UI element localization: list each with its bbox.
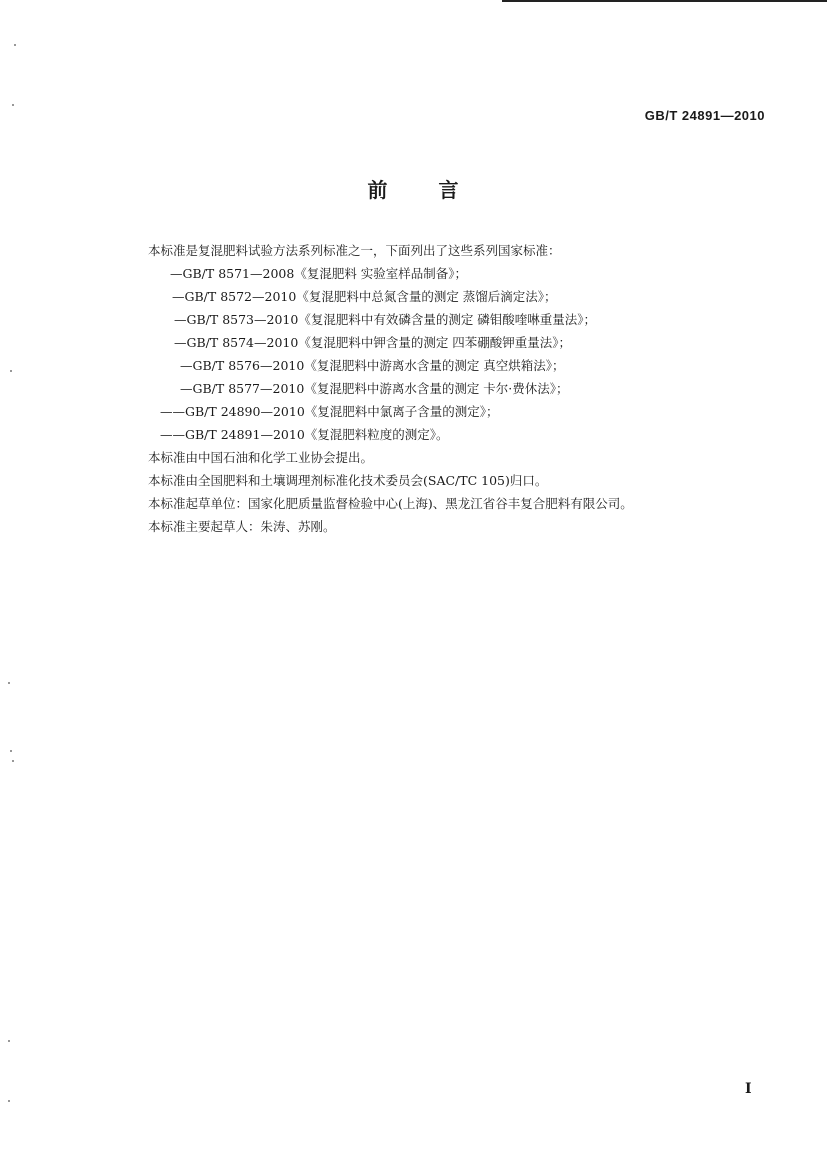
scan-speck [8,1100,10,1102]
list-item: —GB/T 8571—2008《复混肥料 实验室样品制备》； [170,266,468,281]
page-number: I [745,1081,752,1097]
list-item: —GB/T 8576—2010《复混肥料中游离水含量的测定 真空烘箱法》； [180,358,565,373]
list-item: ——GB/T 24890—2010《复混肥料中氯离子含量的测定》； [160,404,499,419]
scan-speck [14,44,16,46]
drafting-units-paragraph: 本标准起草单位：国家化肥质量监督检验中心(上海)、黑龙江省谷丰复合肥料有限公司。 [148,496,633,511]
scan-speck [12,104,14,106]
committee-paragraph: 本标准由全国肥料和土壤调理剂标准化技术委员会(SAC/TC 105)归口。 [148,473,548,488]
intro-paragraph: 本标准是复混肥料试验方法系列标准之一，下面列出了这些系列国家标准： [148,243,561,258]
list-item: —GB/T 8574—2010《复混肥料中钾含量的测定 四苯硼酸钾重量法》； [174,335,572,350]
foreword-body [148,239,768,538]
proposer-paragraph: 本标准由中国石油和化学工业协会提出。 [148,450,374,465]
list-item: —GB/T 8572—2010《复混肥料中总氮含量的测定 蒸馏后滴定法》； [172,289,557,304]
scan-speck [12,760,14,762]
standards-list [148,262,768,446]
scan-speck [8,682,10,684]
page-title: 前 言 [367,178,460,202]
list-item: —GB/T 8577—2010《复混肥料中游离水含量的测定 卡尔·费休法》； [180,381,569,396]
scan-speck [10,370,12,372]
scan-speck [8,1040,10,1042]
list-item: ——GB/T 24891—2010《复混肥料粒度的测定》。 [160,427,449,442]
header-rule [502,0,827,2]
scan-speck [10,750,12,752]
list-item: —GB/T 8573—2010《复混肥料中有效磷含量的测定 磷钼酸喹啉重量法》； [174,312,597,327]
document-number: GB/T 24891—2010 [644,108,765,123]
drafters-paragraph: 本标准主要起草人：朱涛、苏刚。 [148,519,336,534]
